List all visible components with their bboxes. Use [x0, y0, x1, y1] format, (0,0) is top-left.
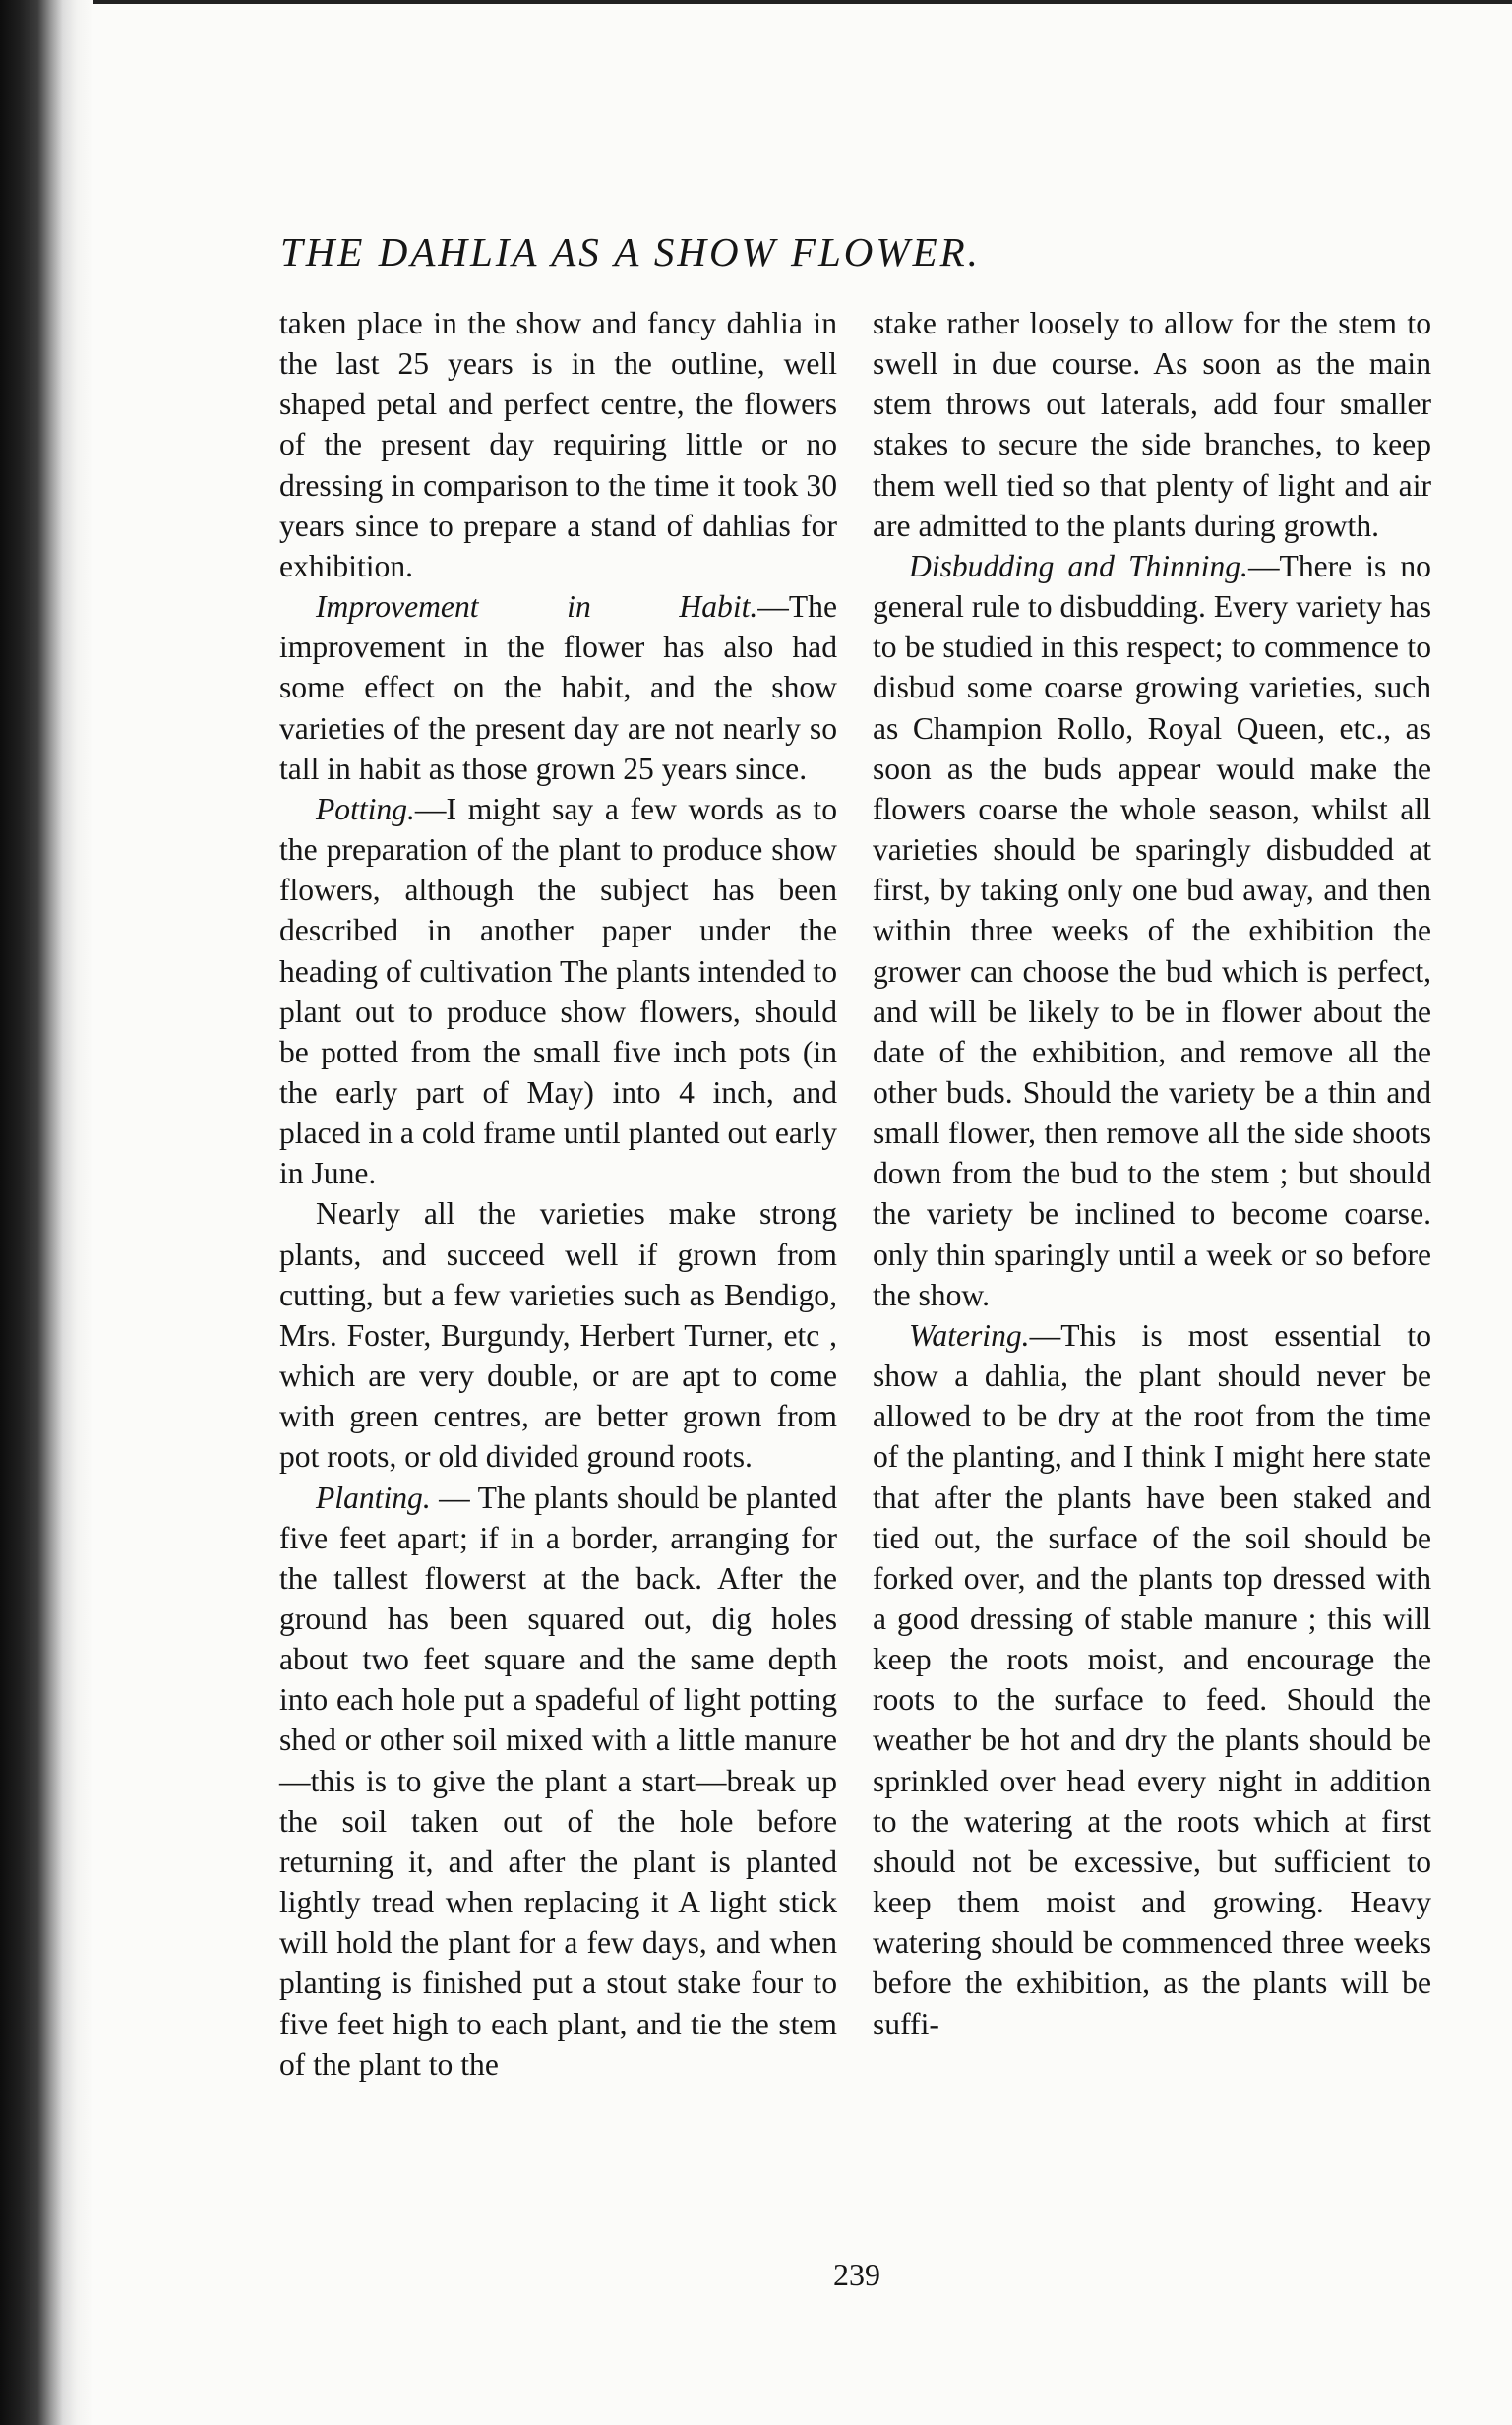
left-column	[279, 303, 837, 2085]
section-heading: Disbudding and Thinning.	[909, 548, 1248, 583]
paragraph	[279, 586, 837, 789]
paragraph-text: —This is most essential to show a dahlia, the plant should never be allowed to be dry at the root from the time of the planting, and I think I might here state that after the plants have been staked and tied out, the surface of the soil should be forked over, and the plants top dressed with a good dressing of stable manure ; this will keep the roots moist, and encourage the roots to the surface to feed. Should the weather be hot and dry the plants should be sprinkled over head every night in addition to the watering at the roots which at first should not be excessive, but sufficient to keep them moist and growing. Heavy watering should be commenced three weeks before the exhibition, as the plants will be suffi-	[873, 1317, 1431, 2041]
binding-shadow	[0, 0, 93, 2425]
paragraph	[873, 303, 1431, 546]
paragraph	[279, 1193, 837, 1477]
page-number: 239	[833, 2257, 880, 2292]
paragraph	[279, 789, 837, 1194]
paragraph-text: —There is no general rule to disbudding. Every variety has to be studied in this respect; to commence to disbud some coarse growing varieties, such as Champion Rollo, Royal Queen, etc., as soon as the buds appear would make the flowers coarse the whole season, whilst all varieties should be sparingly disbudded at first, by taking only one bud away, and then within three weeks of the exhibition the grower can choose the bud which is perfect, and will be likely to be in flower about the date of the exhibition, and remove all the other buds. Should the variety be a thin and small flower, then remove all the side shoots down from the bud to the stem ; but should the variety be inclined to become coarse. only thin sparingly until a week or so before the show.	[873, 548, 1431, 1312]
paragraph	[873, 546, 1431, 1315]
section-heading: Potting.	[316, 791, 415, 826]
paragraph	[873, 1315, 1431, 2044]
paragraph	[279, 1478, 837, 2085]
paragraph-text: —The improvement in the flower has also had some effect on the habit, and the show varieties of the present day are not nearly so tall in habit as those grown 25 years since.	[279, 589, 837, 786]
paragraph	[279, 303, 837, 586]
paragraph-text: Nearly all the varieties make strong plants, and succeed well if grown from cutting, but a few varieties such as Bendigo, Mrs. Foster, Burgundy, Herbert Turner, etc , which are very double, or are apt to come with green centres, are better grown from pot roots, or old divided ground roots.	[279, 1196, 837, 1475]
section-heading: Watering.	[909, 1317, 1030, 1353]
top-edge-rule	[0, 0, 1512, 4]
paragraph-text: —I might say a few words as to the preparation of the plant to produce show flowers, although the subject has been described in another paper under the heading of cultivation The plants intended to plant out to produce show flowers, should be potted from the small five inch pots (in the early part of May) into 4 inch, and placed in a cold frame until planted out early in June.	[279, 791, 837, 1191]
right-column	[873, 303, 1431, 2044]
paragraph-text: taken place in the show and fancy dahlia in the last 25 years is in the outline, well shaped petal and perfect centre, the flowers of the present day requiring little or no dressing in comparison to the time it took 30 years since to prepare a stand of dahlias for exhibition.	[279, 306, 837, 583]
section-heading: Planting.	[316, 1480, 431, 1515]
paragraph-text: — The plants should be planted five feet apart; if in a border, arranging for the tallest flowerst at the back. After the ground has been squared out, dig holes about two feet square and the same depth into each hole put a spadeful of light potting shed or other soil mixed with a little manure—this is to give the plant a start—break up the soil taken out of the hole before returning it, and after the plant is planted lightly tread when replacing it A light stick will hold the plant for a few days, and when planting is finished put a stout stake four to five feet high to each plant, and tie the stem of the plant to the	[279, 1480, 837, 2082]
running-head: THE DAHLIA AS A SHOW FLOWER.	[280, 229, 981, 274]
paragraph-text: stake rather loosely to allow for the stem to swell in due course. As soon as the main stem throws out laterals, add four smaller stakes to secure the side branches, to keep them well tied so that plenty of light and air are admitted to the plants during growth.	[873, 306, 1431, 543]
section-heading: Improvement in Habit.	[316, 589, 758, 625]
